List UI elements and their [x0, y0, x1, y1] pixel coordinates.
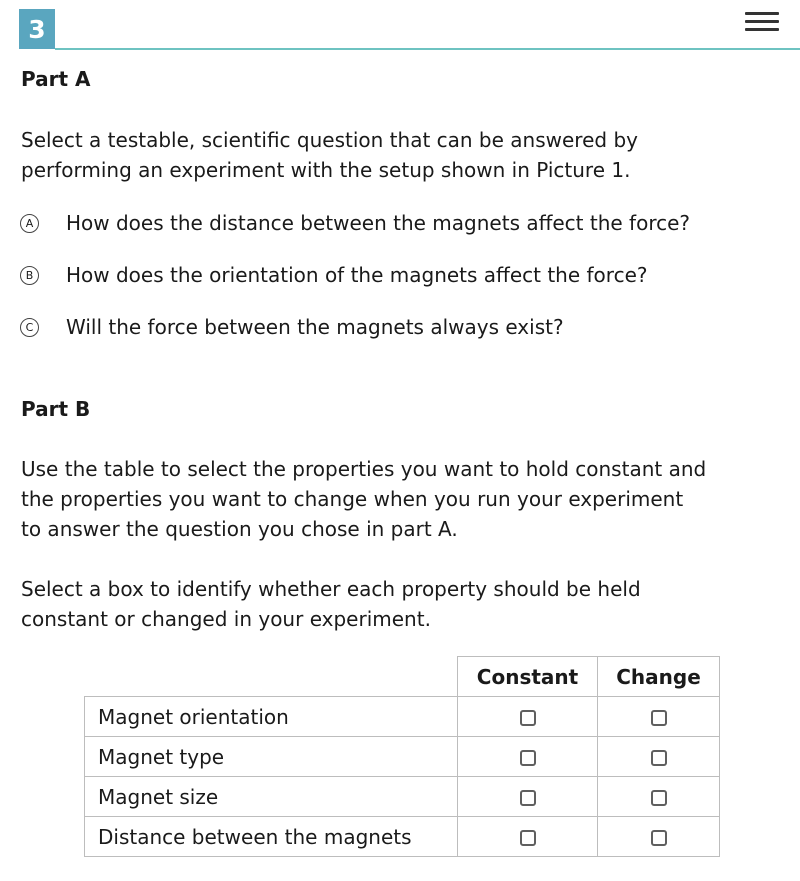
part-b-instructions [21, 454, 781, 544]
question-number-badge: 3 [19, 9, 55, 49]
part-b-select-line2: constant or changed in your experiment. [21, 607, 431, 631]
table-corner-cell [85, 657, 458, 697]
hamburger-menu-icon[interactable] [745, 12, 779, 36]
part-b-instructions-line3: to answer the question you chose in part A. [21, 517, 458, 541]
checkbox-distance-change[interactable] [651, 830, 667, 846]
part-b-instructions-line2: the properties you want to change when you run your experiment [21, 487, 684, 511]
choice-a-text: How does the distance between the magnets affect the force? [66, 211, 691, 235]
header-divider [55, 48, 800, 50]
choice-c-text: Will the force between the magnets always exist? [66, 315, 564, 339]
choice-c-radio[interactable]: C [20, 318, 39, 337]
choice-b-radio[interactable]: B [20, 266, 39, 285]
checkbox-magnet-orientation-change[interactable] [651, 710, 667, 726]
property-label: Magnet size [85, 777, 458, 817]
property-label: Magnet orientation [85, 697, 458, 737]
property-label: Distance between the magnets [85, 817, 458, 857]
choice-b[interactable] [20, 261, 647, 289]
question-header [0, 0, 800, 60]
choice-b-text: How does the orientation of the magnets affect the force? [66, 263, 648, 287]
properties-table [84, 656, 720, 857]
checkbox-magnet-orientation-constant[interactable] [520, 710, 536, 726]
table-row [85, 777, 720, 817]
checkbox-magnet-size-change[interactable] [651, 790, 667, 806]
checkbox-magnet-type-constant[interactable] [520, 750, 536, 766]
column-header-change: Change [598, 657, 720, 697]
part-a-prompt-line1: Select a testable, scientific question that can be answered by [21, 128, 638, 152]
choice-a-radio[interactable]: A [20, 214, 39, 233]
table-row [85, 697, 720, 737]
part-b-select-instructions [21, 574, 781, 634]
table-row [85, 817, 720, 857]
column-header-constant: Constant [458, 657, 598, 697]
part-a-prompt [21, 125, 781, 185]
table-row [85, 737, 720, 777]
part-a-title: Part A [21, 67, 91, 91]
part-b-instructions-line1: Use the table to select the properties you want to hold constant and [21, 457, 707, 481]
part-a-prompt-line2: performing an experiment with the setup shown in Picture 1. [21, 158, 631, 182]
part-b-select-line1: Select a box to identify whether each property should be held [21, 577, 641, 601]
checkbox-magnet-type-change[interactable] [651, 750, 667, 766]
part-b-title: Part B [21, 397, 91, 421]
checkbox-distance-constant[interactable] [520, 830, 536, 846]
table-header-row [85, 657, 720, 697]
checkbox-magnet-size-constant[interactable] [520, 790, 536, 806]
choice-a[interactable] [20, 209, 690, 237]
choice-c[interactable] [20, 313, 564, 341]
property-label: Magnet type [85, 737, 458, 777]
